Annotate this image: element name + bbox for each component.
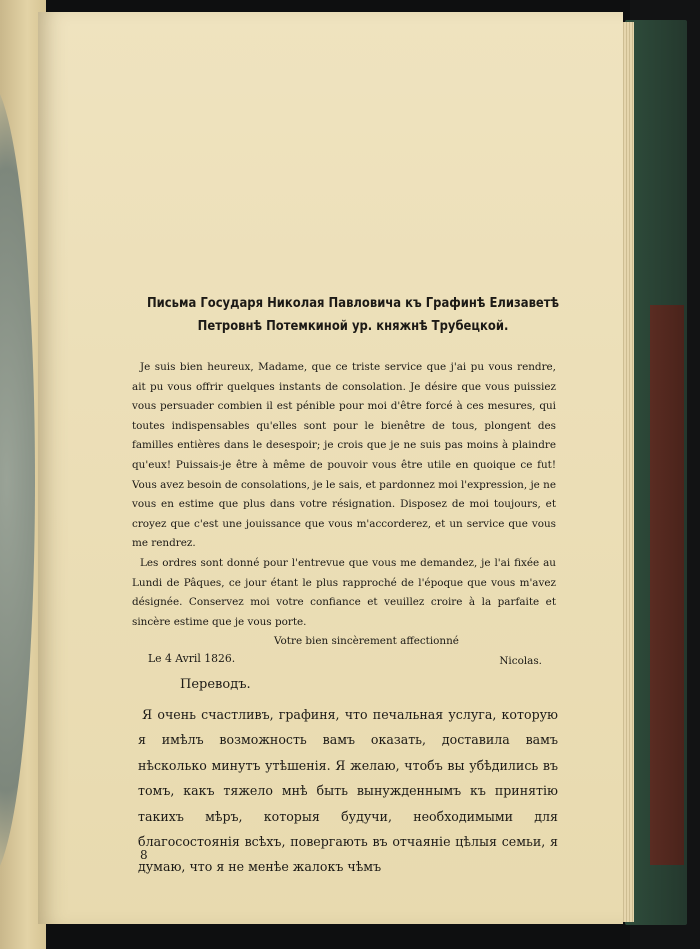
letter-paragraph: Je suis bien heureux, Madame, que ce triste service que j'ai pu vous rendre, ait pu vous offrir quelques instants de consolation. Je désire que vous puissiez vous persuader combien il est pénible pour moi d'être forcé à ces mesures, qui toutes indispensables qu'elles sont pour le bienêtre de tous, plongent des familles entières dans le desespoir; je crois que je ne suis pas moins à plaindre qu'eux! Puissais-je être à même de pouvoir vous être utile en quoique ce fut! Vous avez besoin de consolations, je le sais, et pardonnez moi l'expression, je ne vous en estime que plus dans votre résignation. Disposez de moi toujours, et croyez que c'est une jouissance que vous m'accorderez, et un service que vous me rendrez. [132, 361, 556, 550]
letter-paragraph: Les ordres sont donné pour l'entrevue que vous me demandez, je l'ai fixée au Lundi de Pâques, ce jour étant le plus rapproché de l'époque que vous m'avez désignée. Conservez moi votre confiance et veuillez croire à la parfaite et sincère estime que je vous porte. [132, 556, 556, 628]
book-page [38, 12, 623, 924]
illustration-plate [0, 80, 35, 880]
translation-text [138, 702, 558, 880]
letter-date: Le 4 Avril 1826. [148, 652, 236, 665]
letter-signature: Nicolas. [499, 654, 542, 667]
letter-closing: Votre bien sincèrement affectionné [274, 635, 459, 648]
page-number: 8 [140, 848, 148, 862]
french-letter [132, 358, 556, 672]
translation-paragraph: Я очень счастливъ, графиня, что печальная услуга, которую я имѣлъ возможность вамъ оказать, доставила вамъ нѣсколько минутъ утѣшенія. Я желаю, чтобъ вы убѣдились въ томъ, какъ тяжело мнѣ быть вынужденнымъ къ принятію такихъ мѣръ, которыя будучи, необходимыми для благосостоянія всѣхъ, повергають въ отчаяніе цѣлыя семьи, я думаю, что я не менѣе жалокъ чѣмъ [138, 707, 558, 875]
book-cover-label [650, 305, 684, 865]
translation-title: Переводъ. [180, 677, 251, 692]
page-heading: Письма Государя Николая Павловича къ Графинѣ Елизаветѣ Петровнѣ Потемкиной ур. княжнѣ Трубецкой. [146, 294, 560, 334]
